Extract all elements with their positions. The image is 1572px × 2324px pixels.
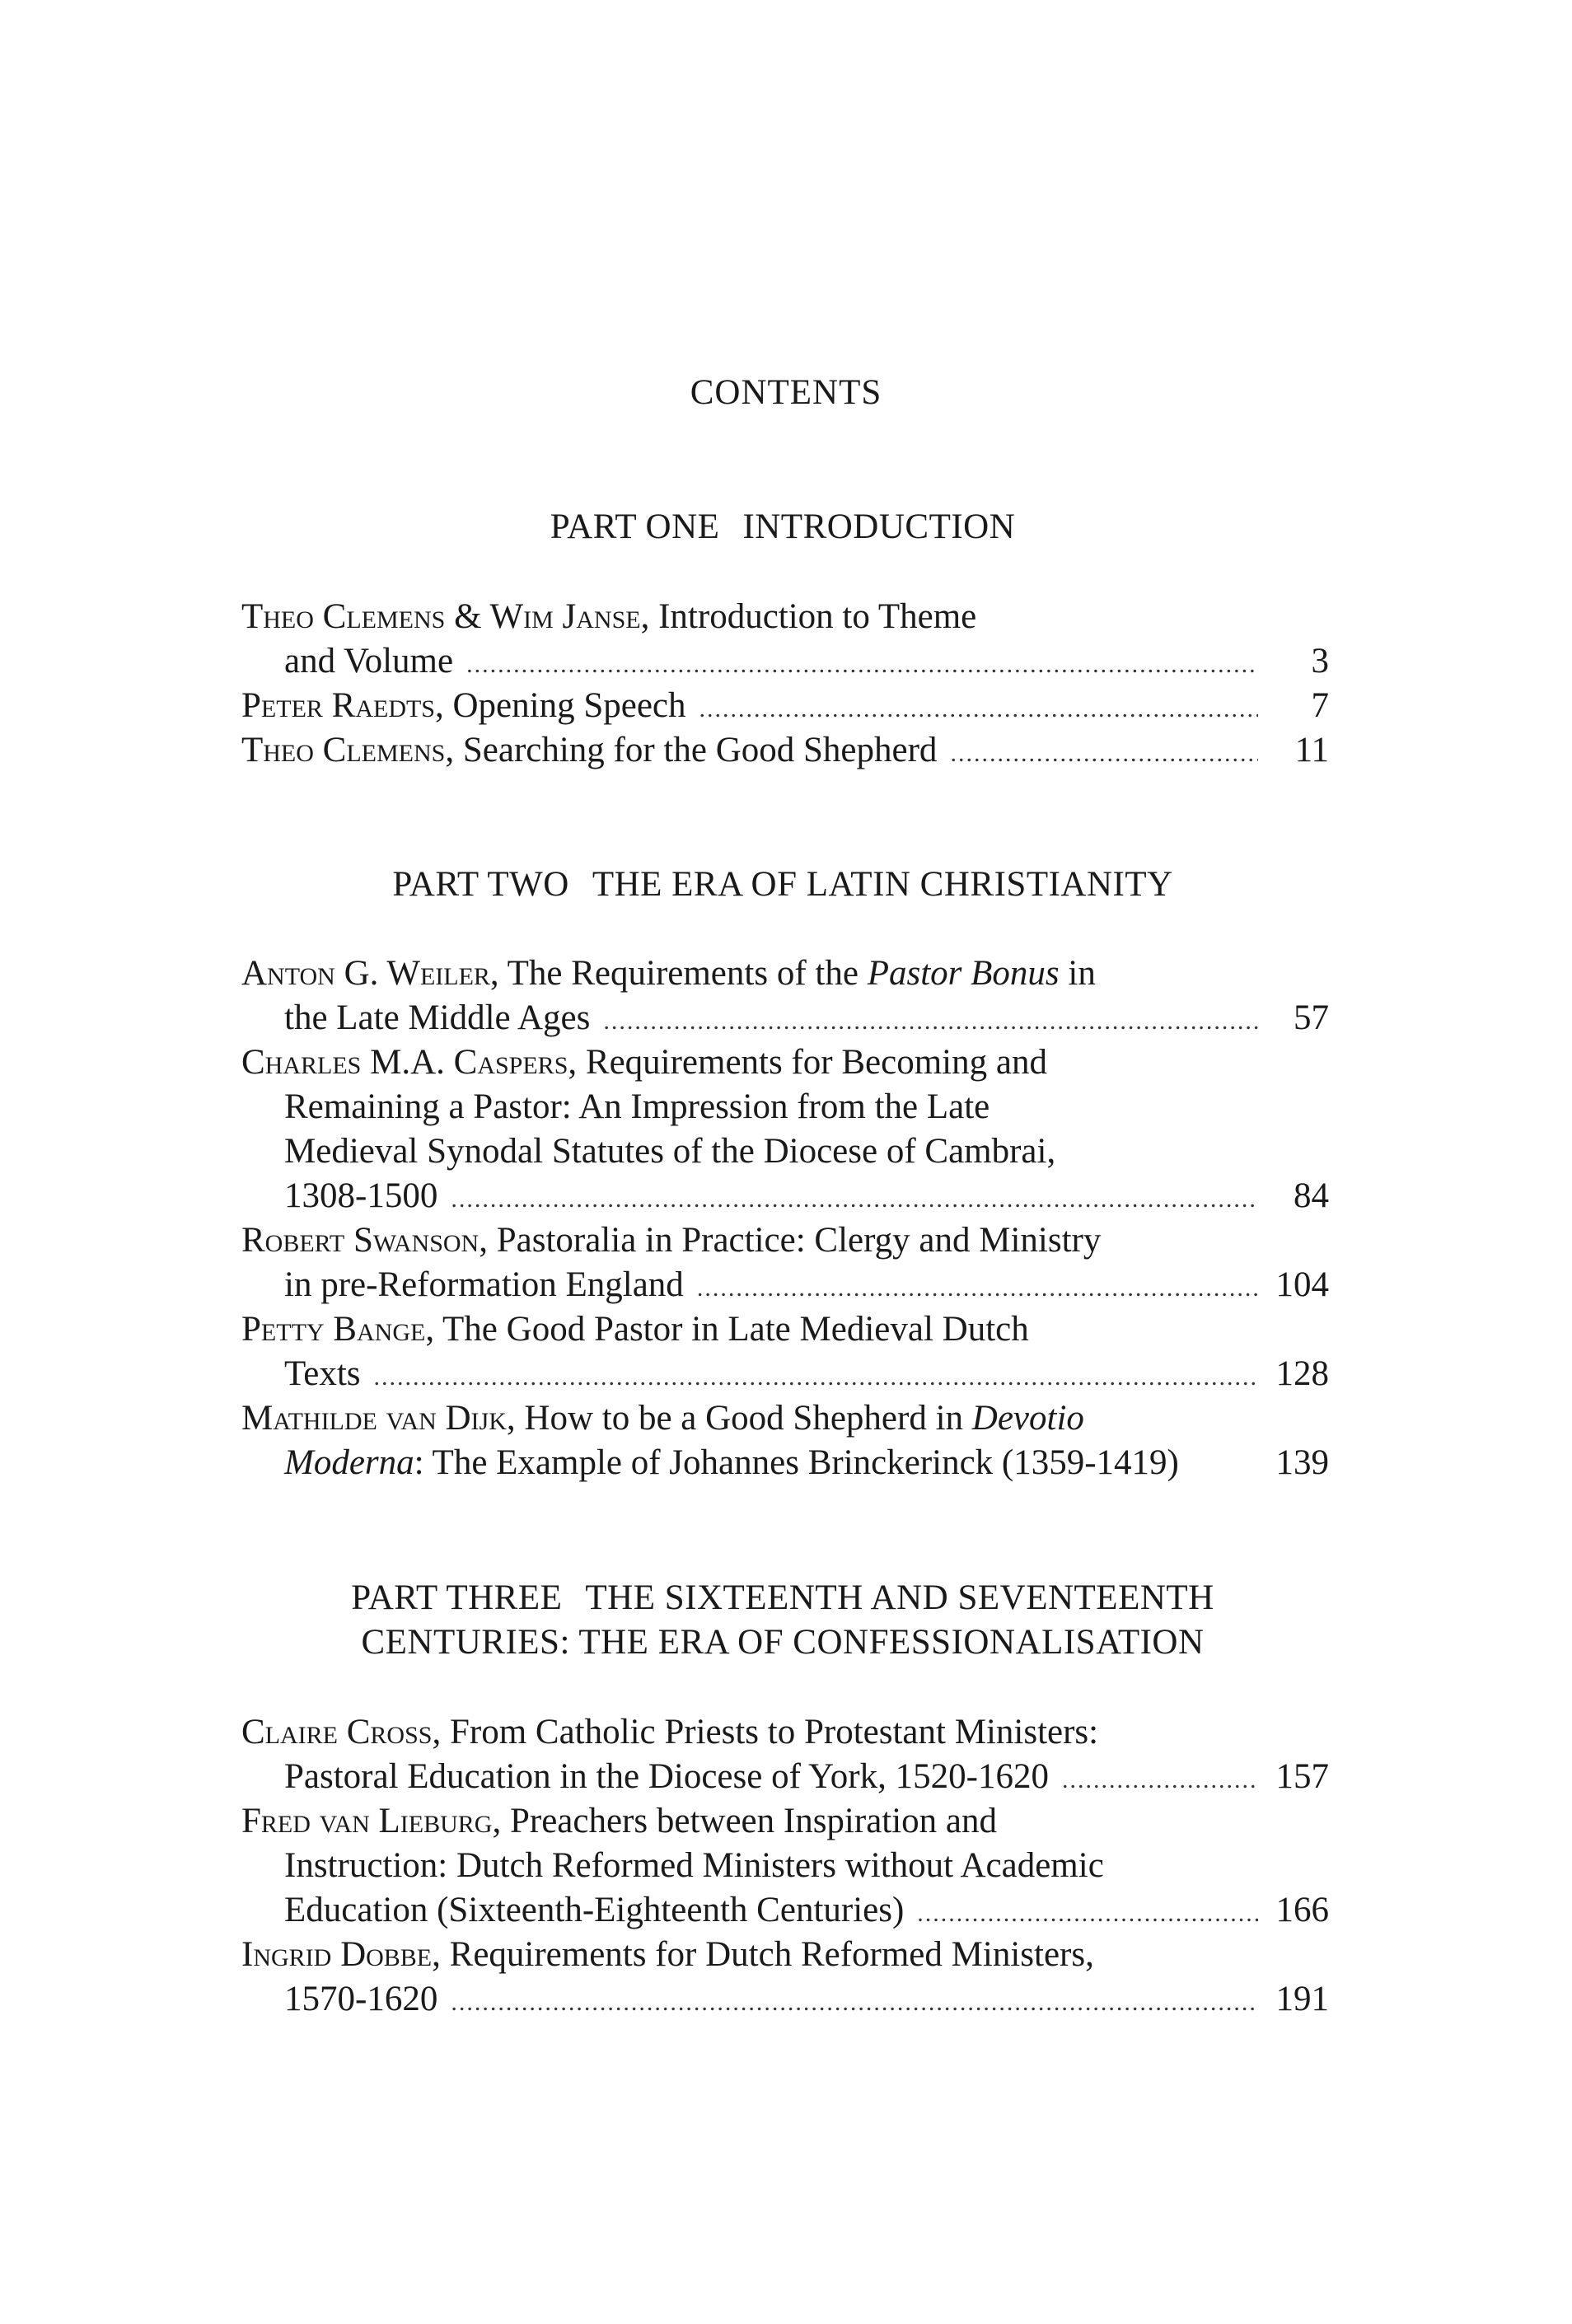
part-label: PART TWO (392, 865, 569, 904)
entry-title-continued: Remaining a Pastor: An Impression from the Late (284, 1087, 990, 1126)
entry-title-continued: Education (Sixteenth-Eighteenth Centuries) (284, 1891, 905, 1929)
part-label: PART ONE (550, 507, 720, 546)
entry-title: , Preachers between Inspiration and (492, 1802, 998, 1840)
toc-entry[interactable] (241, 728, 1329, 773)
dot-leader (699, 687, 1258, 732)
dot-leader (451, 1980, 1258, 2025)
page-number: 166 (1275, 1891, 1329, 1929)
page-number: 139 (1275, 1443, 1329, 1482)
page-number: 104 (1275, 1265, 1329, 1304)
page-number: 3 (1311, 642, 1329, 680)
entry-title: , Searching for the Good Shepherd (445, 731, 938, 769)
entry-author: Theo Clemens (241, 731, 446, 769)
part-title: INTRODUCTION (742, 507, 1016, 546)
entry-title: , How to be a Good Shepherd in (506, 1399, 972, 1438)
entry-title-continued: Texts (284, 1354, 361, 1393)
entry-author: Charles M.A. Caspers (241, 1043, 568, 1082)
entry-title: , Opening Speech (435, 686, 686, 725)
dot-leader (697, 1266, 1258, 1311)
entry-title-continued: in pre-Reformation England (284, 1265, 684, 1304)
page-number: 57 (1294, 998, 1329, 1037)
entry-title-continued: the Late Middle Ages (284, 998, 591, 1037)
toc-entry[interactable] (241, 1710, 1329, 1799)
part-title: THE ERA OF LATIN CHRISTIANITY (592, 865, 1173, 904)
entry-author: Ingrid Dobbe (241, 1935, 433, 1974)
entry-author: Mathilde van Dijk (241, 1399, 507, 1438)
toc-entry[interactable] (241, 1799, 1329, 1933)
entry-title: , Requirements for Becoming and (568, 1043, 1047, 1082)
entry-title: , The Requirements of the (489, 954, 868, 993)
part-one-entries (241, 595, 1329, 773)
entry-author: Claire Cross (241, 1713, 433, 1751)
entry-title-continued: and Volume (284, 642, 454, 680)
page-number: 191 (1275, 1980, 1329, 2018)
entry-title-continued: Pastoral Education in the Diocese of York, 1520-1620 (284, 1757, 1049, 1796)
entry-author: Fred van Lieburg (241, 1802, 493, 1840)
entry-title-continued: 1308-1500 (284, 1176, 438, 1215)
entry-title: in (1059, 954, 1096, 993)
toc-entry[interactable] (241, 1933, 1329, 2022)
part-label: PART THREE (351, 1578, 563, 1617)
page-number: 7 (1311, 686, 1329, 725)
entry-title: , From Catholic Priests to Protestant Ministers: (432, 1713, 1099, 1751)
page-number: 84 (1294, 1176, 1329, 1215)
page-number: 128 (1275, 1354, 1329, 1393)
page-number: 157 (1275, 1757, 1329, 1796)
dot-leader (451, 1177, 1258, 1222)
entry-title-continued: 1570-1620 (284, 1980, 438, 2018)
entry-title-continued: Instruction: Dutch Reformed Ministers without Academic (284, 1846, 1104, 1885)
entry-title-italic: Pastor Bonus (867, 954, 1060, 993)
entry-title: , Introduction to Theme (640, 597, 977, 636)
toc-entry[interactable] (241, 952, 1329, 1040)
entry-author: Petty Bange (241, 1310, 426, 1349)
toc-entry[interactable] (241, 595, 1329, 684)
part-three-heading (239, 1576, 1326, 1665)
toc-entry[interactable] (241, 1040, 1329, 1218)
toc-entry[interactable] (241, 684, 1329, 728)
part-two-heading (239, 863, 1326, 907)
part-title: THE SIXTEENTH AND SEVENTEENTH (585, 1578, 1214, 1617)
entry-author: Anton G. Weiler (241, 954, 490, 993)
entry-title: , Requirements for Dutch Reformed Ministers, (432, 1935, 1094, 1974)
toc-entry[interactable] (241, 1396, 1329, 1485)
entry-title-italic: Devotio (971, 1399, 1084, 1438)
dot-leader (374, 1355, 1258, 1400)
entry-title-italic: Moderna (284, 1443, 414, 1482)
dot-leader (917, 1891, 1258, 1936)
entry-title: , The Good Pastor in Late Medieval Dutch (425, 1310, 1029, 1349)
page-title: CONTENTS (690, 373, 882, 412)
entry-title-continued: : The Example of Johannes Brinckerinck (1359-1419) (414, 1443, 1179, 1482)
toc-entry[interactable] (241, 1307, 1329, 1396)
page-number: 11 (1294, 731, 1329, 769)
part-title-continued: CENTURIES: THE ERA OF CONFESSIONALISATION (361, 1623, 1205, 1662)
entry-author: Robert Swanson (241, 1221, 480, 1260)
entry-title: , Pastoralia in Practice: Clergy and Ministry (479, 1221, 1102, 1260)
part-one-heading (239, 505, 1326, 549)
part-two-entries (241, 952, 1329, 1485)
entry-title-continued: Medieval Synodal Statutes of the Diocese of Cambrai, (284, 1132, 1056, 1171)
dot-leader (950, 732, 1258, 776)
toc-entry[interactable] (241, 1218, 1329, 1307)
dot-leader (603, 999, 1258, 1044)
dot-leader (466, 643, 1258, 687)
entry-author: Peter Raedts (241, 686, 435, 725)
dot-leader (1062, 1758, 1258, 1803)
entry-author: Theo Clemens & Wim Janse (241, 597, 641, 636)
part-three-entries (241, 1710, 1329, 2022)
